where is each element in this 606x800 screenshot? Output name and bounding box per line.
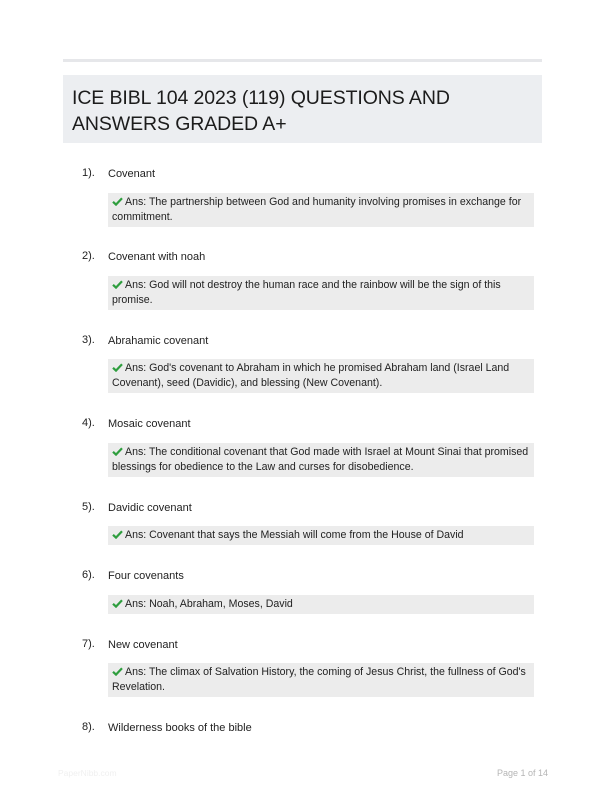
answer-text: Ans: The conditional covenant that God made with Israel at Mount Sinai that promised blessings for obedience to the Law and curses for disobedience.: [112, 446, 529, 473]
question-number: 4).: [82, 417, 95, 429]
top-divider: [63, 59, 542, 62]
document-title: ICE BIBL 104 2023 (119) QUESTIONS AND ANSWERS GRADED A+: [72, 87, 450, 135]
answer-box: [108, 526, 534, 545]
answer-box: [108, 595, 534, 614]
check-icon: [112, 197, 123, 206]
answer-text: Ans: Covenant that says the Messiah will come from the House of David: [125, 529, 464, 541]
answer-text: Ans: God's covenant to Abraham in which he promised Abraham land (Israel Land Covenant), seed (Davidic), and blessing (New Covenant).: [112, 362, 510, 389]
question-number: 5).: [82, 501, 95, 513]
question-text: Wilderness books of the bible: [108, 722, 252, 734]
answer-text: Ans: The climax of Salvation History, the coming of Jesus Christ, the fullness of God's Revelation.: [112, 666, 526, 693]
question-text: Davidic covenant: [108, 502, 192, 514]
answer-box: [108, 443, 534, 477]
question-number: 2).: [82, 250, 95, 262]
title-banner: [63, 75, 542, 143]
question-number: 1).: [82, 167, 95, 179]
question-text: Mosaic covenant: [108, 418, 191, 430]
question-number: 6).: [82, 569, 95, 581]
question-text: Covenant: [108, 168, 156, 180]
page-indicator: Page 1 of 14: [497, 768, 549, 778]
question-number: 8).: [82, 721, 95, 733]
question-text: New covenant: [108, 639, 178, 651]
check-icon: [112, 599, 123, 608]
question-text: Four covenants: [108, 570, 184, 582]
question-number: 7).: [82, 638, 95, 650]
answer-box: [108, 193, 534, 227]
answer-box: [108, 663, 534, 697]
check-icon: [112, 530, 123, 539]
check-icon: [112, 280, 123, 289]
answer-text: Ans: The partnership between God and humanity involving promises in exchange for commitment.: [112, 196, 522, 223]
answer-box: [108, 276, 534, 310]
question-number: 3).: [82, 334, 95, 346]
question-text: Abrahamic covenant: [108, 335, 209, 347]
check-icon: [112, 667, 123, 676]
answer-text: Ans: Noah, Abraham, Moses, David: [125, 598, 293, 610]
answer-text: Ans: God will not destroy the human race and the rainbow will be the sign of this promise.: [112, 279, 501, 306]
check-icon: [112, 363, 123, 372]
check-icon: [112, 447, 123, 456]
footer-watermark: PaperNibb.com: [58, 768, 117, 778]
question-text: Covenant with noah: [108, 251, 206, 263]
answer-box: [108, 359, 534, 393]
